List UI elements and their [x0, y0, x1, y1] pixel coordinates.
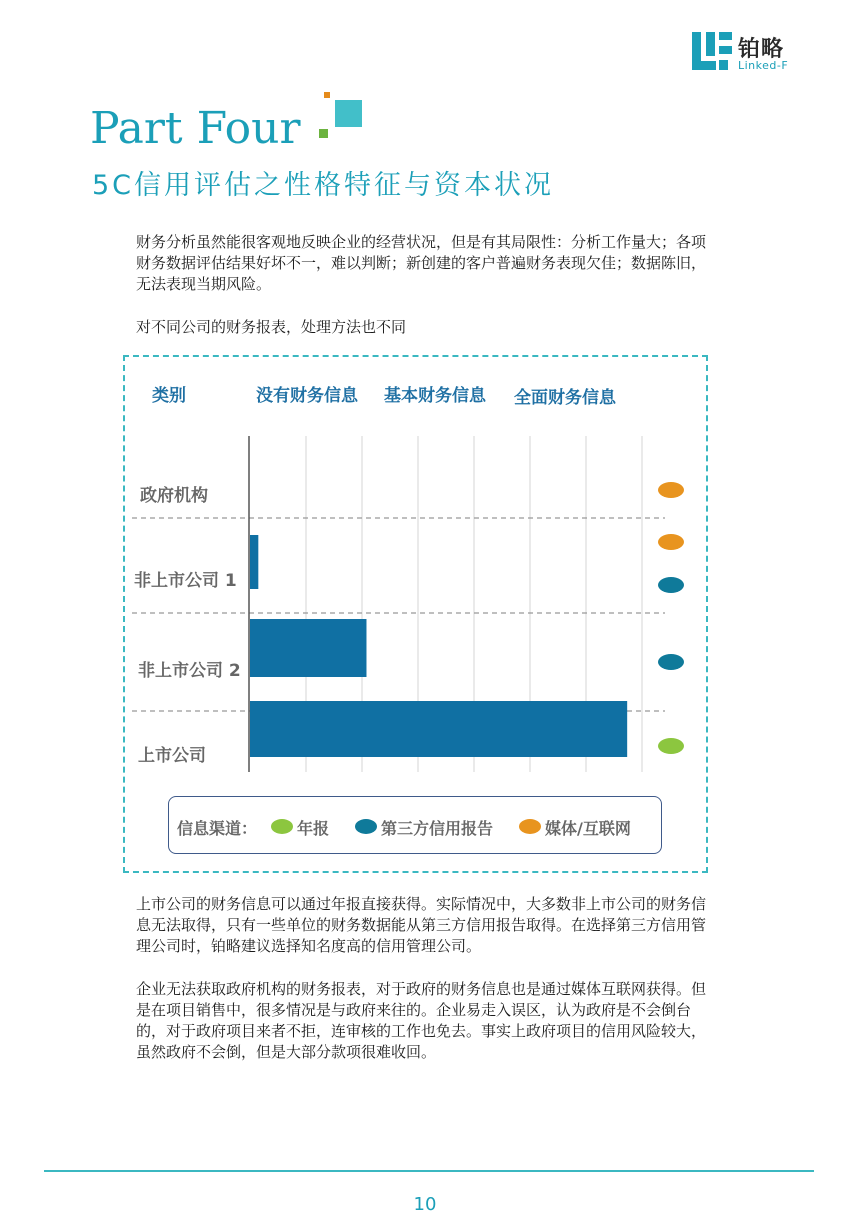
channel-dot: [658, 482, 684, 498]
category-label: 非上市公司 2: [138, 661, 241, 681]
chart-legend: [168, 796, 662, 854]
bar: [250, 535, 258, 589]
page-number: 10: [413, 1194, 437, 1215]
column-header-full-info: 全面财务信息: [514, 388, 616, 408]
listed-company-paragraph: 上市公司的财务信息可以通过年报直接获得。实际情况中，大多数非上市公司的财务信息无法取得，只有一些单位的财务数据能从第三方信用报告取得。在选择第三方信用管理公司时，铂略建议选择知名度高的信用管理公司。: [136, 895, 707, 955]
legend-label-annual-report: 年报: [297, 819, 330, 838]
category-label: 非上市公司 1: [134, 571, 237, 591]
category-label: 上市公司: [138, 746, 206, 766]
column-header-category: 类别: [152, 386, 186, 406]
column-header-basic-info: 基本财务信息: [384, 386, 486, 406]
channel-dot: [658, 738, 684, 754]
bar: [250, 701, 627, 757]
column-header-no-info: 没有财务信息: [256, 386, 358, 406]
legend-swatch-media: [519, 819, 541, 834]
government-paragraph: 企业无法获取政府机构的财务报表，对于政府的财务信息也是通过媒体互联网获得。但是在项目销售中，很多情况是与政府来往的。企业易走入误区，认为政府是不会倒台的，对于政府项目来者不拒，连审核的工作也免去。事实上政府项目的信用风险较大，虽然政府不会倒，但是大部分款项很难收回。: [136, 980, 707, 1061]
section-subtitle: 5C信用评估之性格特征与资本状况: [92, 170, 555, 201]
bar: [250, 619, 366, 677]
legend-swatch-annual-report: [271, 819, 293, 834]
legend-label-media: 媒体/互联网: [545, 819, 631, 838]
part-title: Part Four: [90, 103, 301, 154]
legend-swatch-third-party: [355, 819, 377, 834]
category-label: 政府机构: [140, 486, 208, 506]
footer-divider: [44, 1170, 814, 1172]
intro-paragraph: 财务分析虽然能很客观地反映企业的经营状况，但是有其局限性：分析工作量大；各项财务数据评估结果好坏不一，难以判断；新创建的客户普遍财务表现欠佳；数据陈旧，无法表现当期风险。: [136, 233, 707, 293]
logo-name-en: Linked-F: [738, 59, 789, 72]
chart-intro-text: 对不同公司的财务报表，处理方法也不同: [136, 318, 407, 336]
channel-dot: [658, 654, 684, 670]
logo-name-cn: 铂略: [738, 37, 785, 62]
channel-dot: [658, 577, 684, 593]
channel-dot: [658, 534, 684, 550]
legend-title: 信息渠道：: [177, 819, 258, 838]
legend-label-third-party: 第三方信用报告: [381, 819, 494, 838]
